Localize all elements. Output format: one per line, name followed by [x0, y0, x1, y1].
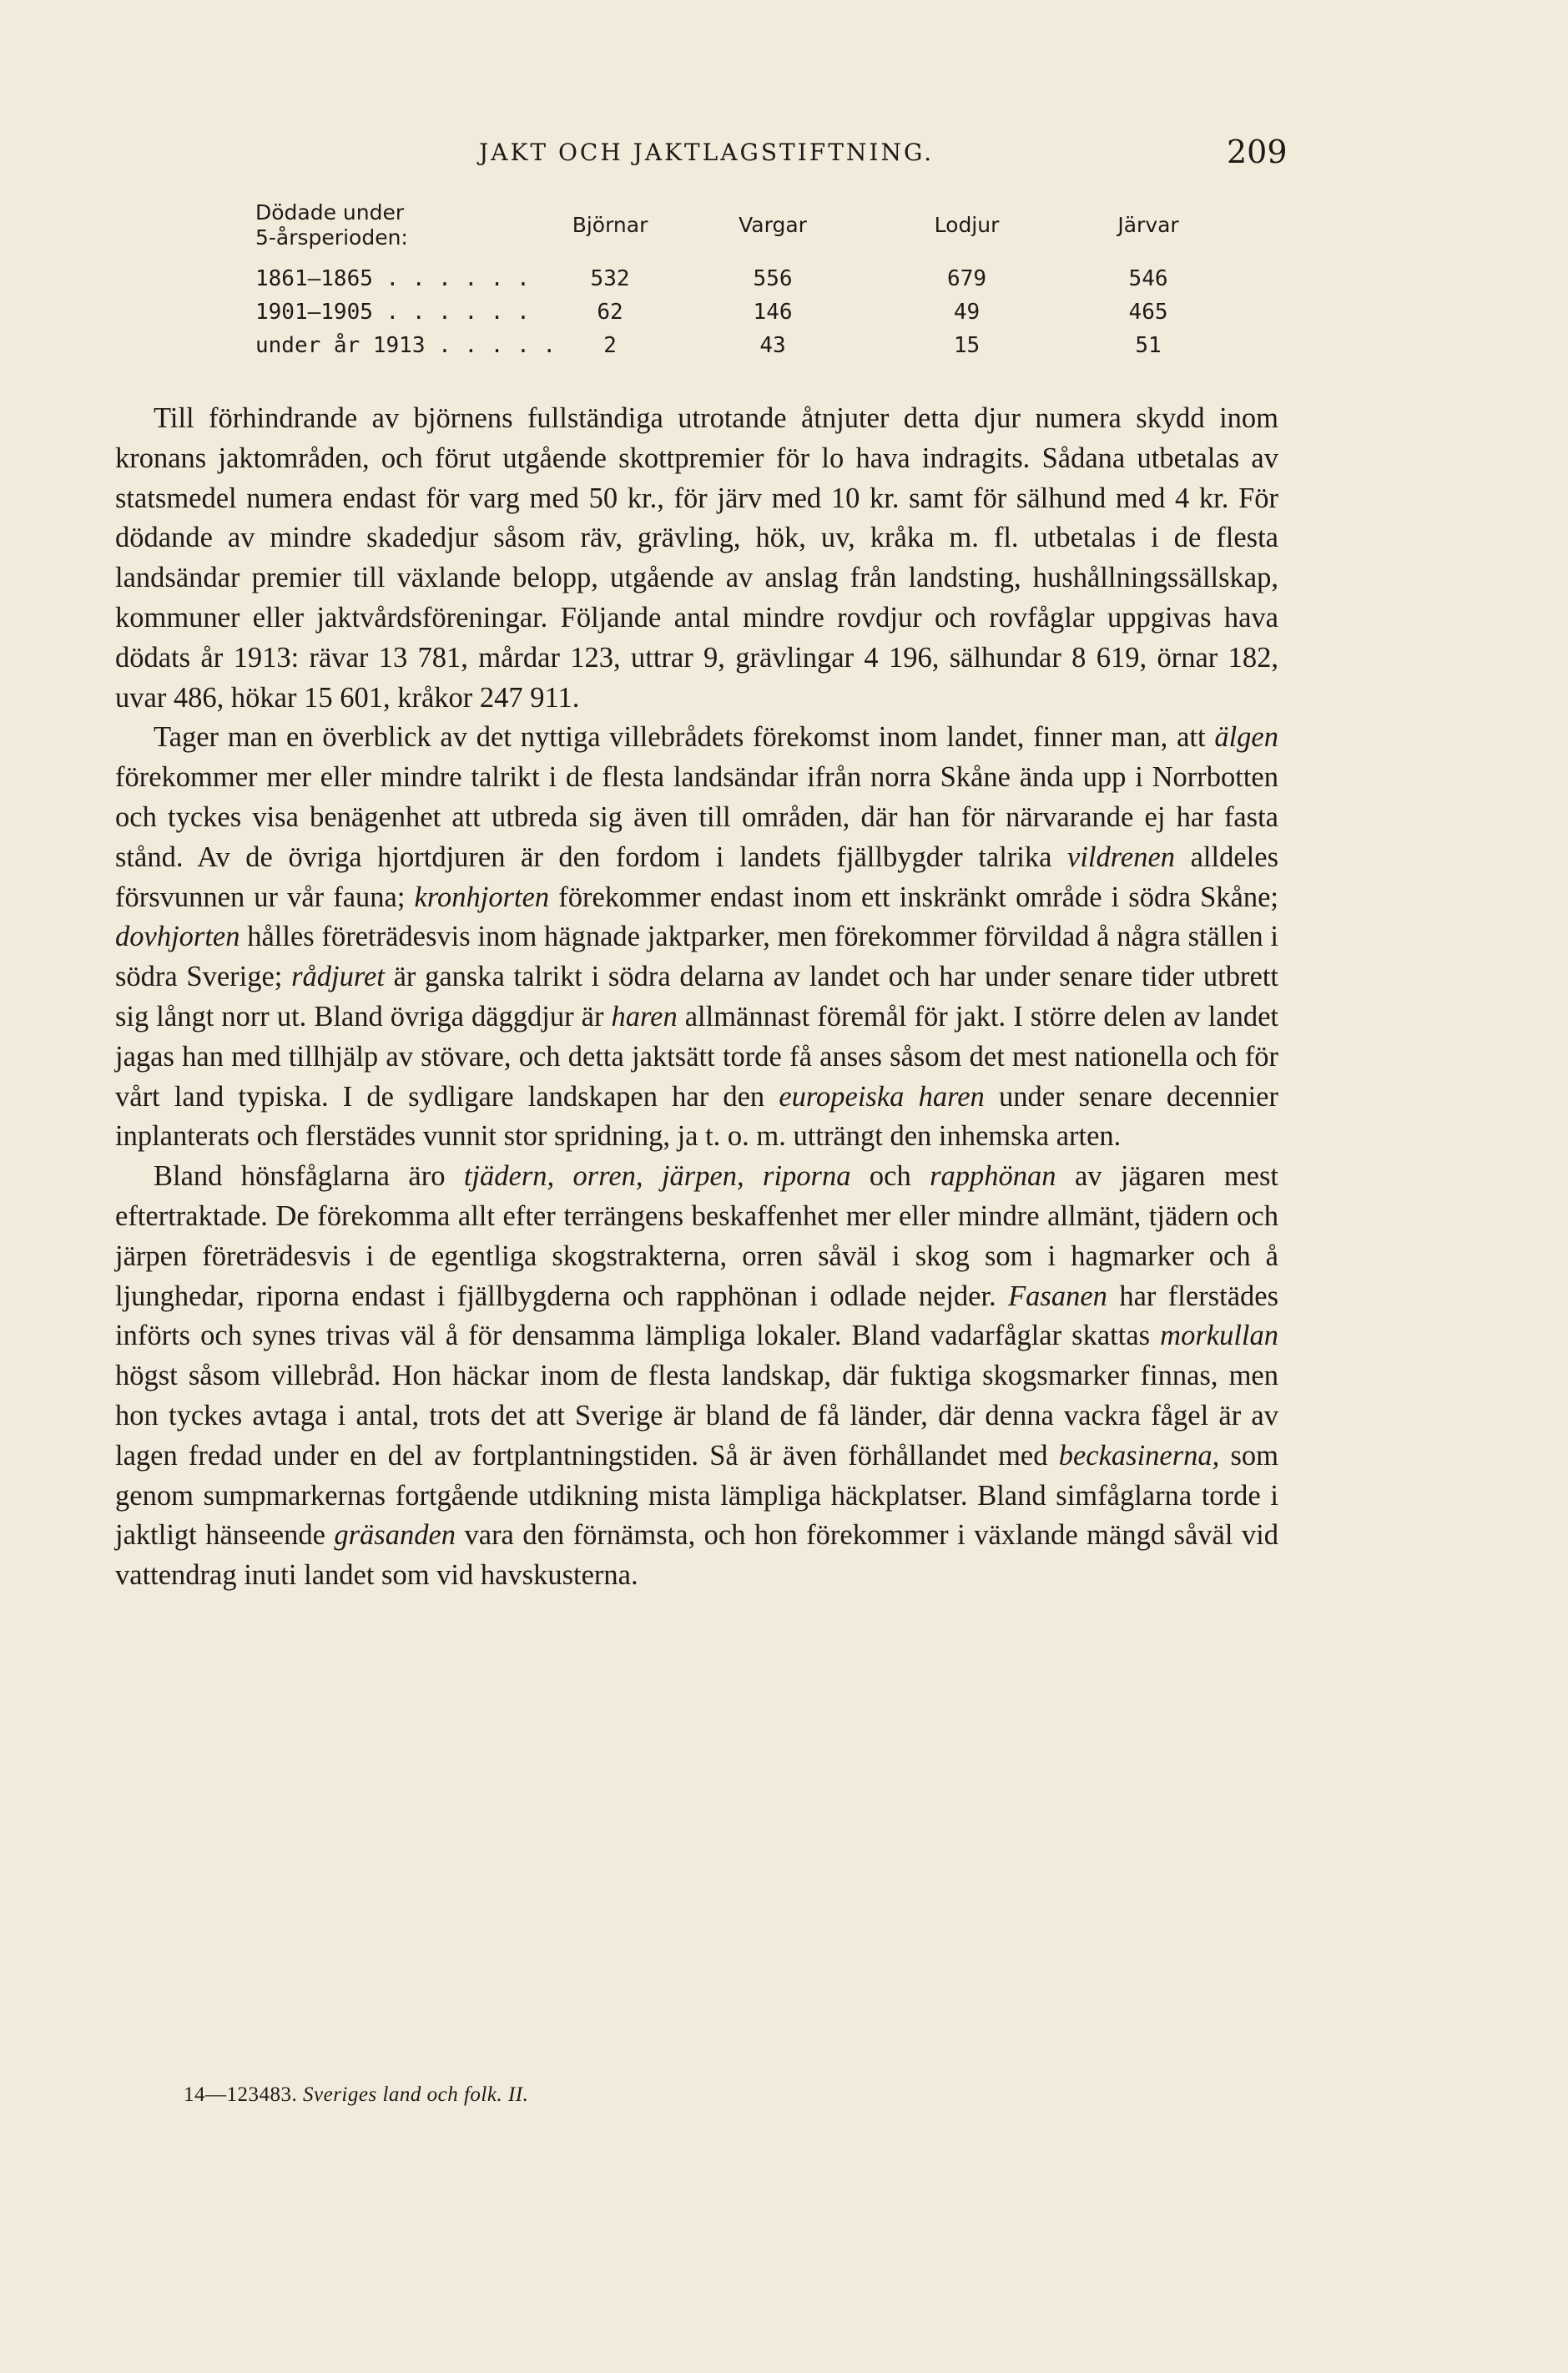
paragraph — [115, 718, 1278, 1157]
text-run: alldeles försvunnen ur vår fauna; — [115, 841, 1278, 913]
italic-term: haren — [611, 1000, 678, 1033]
text-run: under senare decennier inplanterats och flerstädes vunnit stor spridning, ja t. o. m. utträngt den inhemska arten. — [115, 1080, 1278, 1153]
period-column-header — [255, 200, 556, 262]
column-header-wolverines: Järvar — [1117, 213, 1179, 237]
italic-term: morkullan — [1160, 1320, 1278, 1352]
italic-term: tjädern, orren, järpen, riporna — [463, 1160, 851, 1193]
italic-term: älgen — [1214, 721, 1278, 754]
row-period: under år 1913 . . . . . — [255, 333, 557, 358]
text-run: är ganska talrikt i södra delarna av landet och har under senare tider utbrett sig långt norr ut. Bland övriga däggdjur är — [115, 961, 1278, 1033]
text-run: Bland hönsfåglarna äro — [154, 1160, 464, 1193]
table-header-row — [255, 200, 1244, 262]
cell-lynx: 49 — [953, 300, 981, 325]
cell-lynx: 15 — [953, 333, 981, 358]
running-head: JAKT OCH JAKTLAGSTIFTNING. — [479, 139, 935, 166]
cell-bears: 532 — [590, 266, 630, 291]
cell-wolves: 556 — [753, 266, 793, 291]
period-header-line2: 5-årsperioden: — [255, 225, 408, 250]
row-period: 1901—1905 . . . . . . — [255, 300, 530, 325]
text-run: Till förhindrande av björnens fullständiga utrotande åtnjuter detta djur numera skydd inom kronans jaktområden, och förut utgående skottpremier för lo hava indragits. Sådana utbetalas av statsmedel numera endast för varg med 50 kr., för järv med 10 kr. samt för sälhund med 4 kr. För dödande av mindre skadedjur såsom räv, grävling, hök, uv, kråka m. fl. utbetalas i de flesta landsändar premier till växlande belopp, utgående av anslag från landsting, hushållningssällskap, kommuner eller jaktvårdsföreningar. Följande antal mindre rovdjur och rovfåglar uppgivas hava dödats år 1913: rävar 13 781, mårdar 123, uttrar 9, grävlingar 4 196, sälhundar 8 619, örnar 182, uvar 486, hökar 15 601, kråkor 247 911. — [115, 402, 1278, 714]
table-row — [255, 329, 1244, 362]
table-row — [255, 295, 1244, 329]
text-run: Tager man en överblick av det nyttiga villebrådets förekomst inom landet, finner man, att — [154, 721, 1215, 754]
column-header-lynx: Lodjur — [934, 213, 1000, 237]
text-run: och — [850, 1160, 930, 1193]
text-run: allmännast föremål för jakt. I större delen av landet jagas han med tillhjälp av stövare, och detta jaktsätt torde få anses såsom det mest nationella och för vårt land typiska. I de sydligare landskapen har den — [115, 1000, 1278, 1113]
text-run: har flerstädes införts och synes trivas väl å för densamma lämpliga lokaler. Bland vadarfåglar skattas — [115, 1280, 1278, 1352]
cell-wolves: 43 — [759, 333, 786, 358]
printer-signature — [184, 2083, 528, 2107]
page-number: 209 — [1227, 134, 1288, 170]
italic-term: europeiska haren — [779, 1080, 985, 1113]
paragraph — [115, 399, 1278, 718]
body-text — [115, 399, 1278, 1596]
italic-term: kronhjorten — [414, 881, 550, 913]
row-period: 1861—1865 . . . . . . — [255, 266, 530, 291]
text-run: förekommer mer eller mindre talrikt i de flesta landsändar ifrån norra Skåne ända upp i Norrbotten och tyckes visa benägenhet att utbreda sig även till områden, där han för närvarande ej har fasta stånd. Av de övriga hjortdjuren är den fordom i landets fjällbygder talrika — [115, 761, 1278, 873]
period-header-line1: Dödade under — [255, 200, 405, 225]
text-run: hålles företrädesvis inom hägnade jaktparker, men förekommer förvildad å några ställen i södra Sverige; — [115, 921, 1278, 993]
italic-term: rapphönan — [930, 1160, 1056, 1193]
signature-number: 14—123483. — [184, 2083, 298, 2106]
paragraph — [115, 1157, 1278, 1596]
page-header — [0, 134, 1568, 179]
cell-wolverines: 465 — [1128, 300, 1168, 325]
column-header-wolves: Vargar — [739, 213, 807, 237]
cell-wolverines: 51 — [1135, 333, 1162, 358]
text-run: förekommer endast inom ett inskränkt område i södra Skåne; — [549, 881, 1278, 913]
cell-wolverines: 546 — [1128, 266, 1168, 291]
italic-term: vildrenen — [1067, 841, 1176, 873]
cell-bears: 2 — [603, 333, 617, 358]
table-row — [255, 262, 1244, 295]
kill-statistics-table — [255, 200, 1244, 362]
italic-term: gräsanden — [334, 1519, 456, 1552]
text-run: som genom sumpmarkernas fortgående utdikning mista lämpliga häckplatser. Bland simfåglarna torde i jaktligt hänseende — [115, 1439, 1278, 1552]
cell-lynx: 679 — [947, 266, 987, 291]
text-run: vara den förnämsta, och hon förekommer i växlande mängd såväl vid vattendrag inuti landet som vid havskusterna. — [115, 1519, 1278, 1592]
text-run: av jägaren mest eftertraktade. De förekomma allt efter terrängens beskaffenhet mer eller mindre allmänt, tjädern och järpen företrädesvis i de egentliga skogstrakterna, orren såväl i skog som i hagmarker och å ljunghedar, riporna endast i fjällbygderna och rapphönan i odlade nejder. — [115, 1160, 1278, 1312]
column-header-bears: Björnar — [572, 213, 648, 237]
cell-wolves: 146 — [753, 300, 793, 325]
italic-term: beckasinerna, — [1058, 1439, 1220, 1472]
cell-bears: 62 — [597, 300, 623, 325]
italic-term: rådjuret — [291, 961, 385, 993]
italic-term: dovhjorten — [115, 921, 240, 953]
text-run: högst såsom villebråd. Hon häckar inom de flesta landskap, där fuktiga skogsmarker finnas, men hon tyckes avtaga i antal, trots det att Sverige är bland de få länder, där denna vackra fågel är av lagen fredad under en del av fortplantningstiden. Så är även förhållandet med — [115, 1360, 1278, 1472]
signature-title: Sveriges land och folk. II. — [303, 2083, 529, 2106]
italic-term: Fasanen — [1008, 1280, 1107, 1312]
